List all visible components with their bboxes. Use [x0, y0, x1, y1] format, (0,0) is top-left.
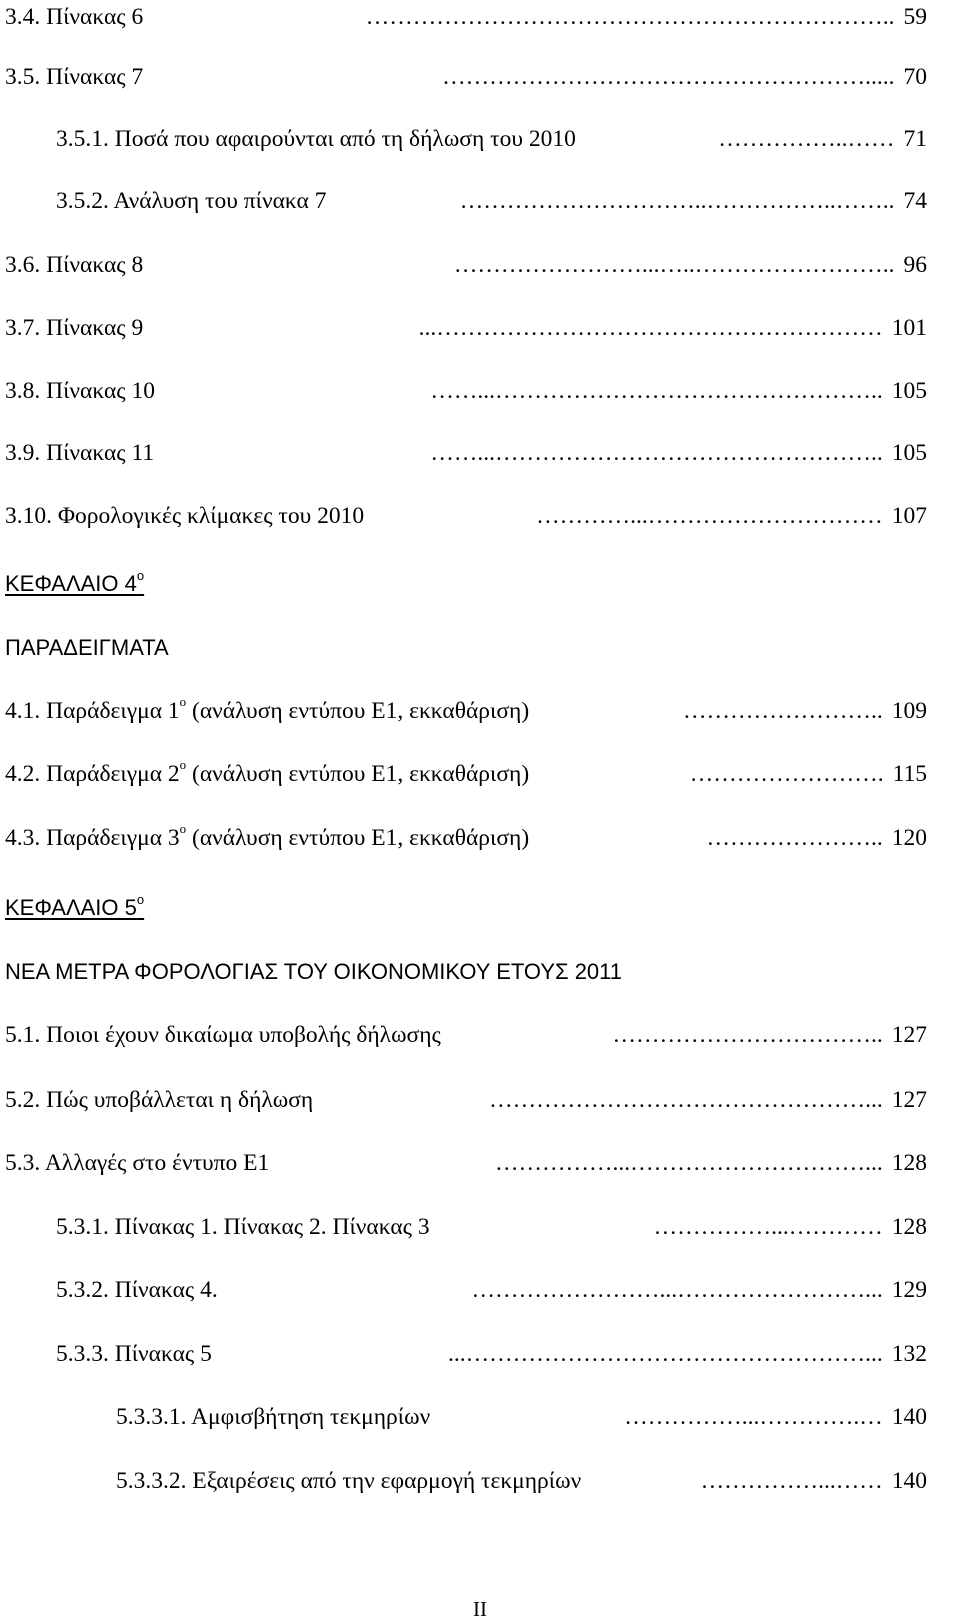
toc-entry-5-3 — [5, 1148, 927, 1178]
toc-entry-3-5 — [5, 62, 927, 92]
toc-page-number: 128 — [891, 1150, 927, 1176]
toc-leader-dots: ……………...………… — [653, 1214, 883, 1240]
toc-entry-label: 3.5.2. Ανάλυση του πίνακα 7 — [56, 188, 327, 214]
toc-entry-label: 4.1. Παράδειγμα $1^o$ (ανάλυση εντύπου Ε1, εκκαθάριση) — [5, 696, 530, 724]
toc-leader-dots: ……………..…… — [718, 126, 895, 152]
chapter-title-text: ΚΕΦΑΛΑΙΟ 4 — [5, 571, 137, 596]
toc-leader-dots: ……………...………….… — [624, 1404, 883, 1430]
page-footer-number: II — [473, 1597, 487, 1621]
toc-leader-dots: ……...………………………………………….. — [430, 378, 883, 404]
toc-entry-label: 4.3. Παράδειγμα $3^o$ (ανάλυση εντύπου Ε1, εκκαθάριση) — [5, 823, 530, 851]
toc-leader-dots: ………………….. — [706, 825, 883, 851]
chapter-title-text: ΚΕΦΑΛΑΙΟ 5 — [5, 895, 137, 920]
toc-entry-label: 4.2. Παράδειγμα $2^o$ (ανάλυση εντύπου Ε1, εκκαθάριση) — [5, 759, 530, 787]
toc-entry-3-7 — [5, 313, 927, 343]
toc-entry-5-2 — [5, 1085, 927, 1115]
toc-leader-dots: …………………………………………... — [489, 1087, 883, 1113]
toc-entry-3-5-2 — [56, 186, 927, 216]
toc-page-number: 127 — [891, 1022, 927, 1048]
toc-entry-3-9 — [5, 438, 927, 468]
toc-entry-label: 3.10. Φορολογικές κλίμακες του 2010 — [5, 503, 365, 529]
toc-page-number: 140 — [891, 1404, 927, 1430]
toc-leader-dots: ……...………………………………………….. — [430, 440, 883, 466]
toc-page-number: 128 — [891, 1214, 927, 1240]
toc-entry-label: 5.2. Πώς υποβάλλεται η δήλωση — [5, 1087, 314, 1113]
toc-page-number: 105 — [891, 378, 927, 404]
toc-entry-label: 3.8. Πίνακας 10 — [5, 378, 155, 404]
toc-leader-dots: ……………...…………………………... — [495, 1150, 883, 1176]
toc-leader-dots: ……………………...……………………... — [471, 1277, 883, 1303]
toc-entry-3-4 — [5, 2, 927, 32]
toc-leader-dots: ...……………………………………………... — [448, 1341, 883, 1367]
toc-entry-label: 3.5.1. Ποσά που αφαιρούνται από τη δήλωση του 2010 — [56, 126, 576, 152]
toc-entry-5-3-2 — [56, 1275, 927, 1305]
toc-page-number: 105 — [891, 440, 927, 466]
toc-entry-label: 5.3. Αλλαγές στο έντυπο Ε1 — [5, 1150, 270, 1176]
chapter-4-subtitle: ΠΑΡΑΔΕΙΓΜΑΤΑ — [5, 635, 169, 660]
toc-page-number: 74 — [903, 188, 927, 214]
toc-page-number: 120 — [891, 825, 927, 851]
toc-entry-4-1 — [5, 696, 927, 726]
toc-leader-dots: ...………………………………………………… — [418, 315, 883, 341]
toc-entry-label: 5.1. Ποιοι έχουν δικαίωμα υποβολής δήλωσης — [5, 1022, 441, 1048]
toc-entry-label: 3.7. Πίνακας 9 — [5, 315, 144, 341]
toc-leader-dots: …………………….. — [683, 698, 883, 724]
toc-entry-label: 5.3.1. Πίνακας 1. Πίνακας 2. Πίνακας 3 — [56, 1214, 430, 1240]
toc-entry-5-3-3-1 — [116, 1402, 927, 1432]
toc-entry-3-6 — [5, 250, 927, 280]
toc-page-number: 101 — [891, 315, 927, 341]
toc-entry-label: 5.3.3. Πίνακας 5 — [56, 1341, 212, 1367]
toc-leader-dots: …………...………………………… — [536, 503, 883, 529]
toc-entry-3-8 — [5, 376, 927, 406]
toc-entry-label: 3.6. Πίνακας 8 — [5, 252, 144, 278]
toc-entry-label: 3.4. Πίνακας 6 — [5, 4, 144, 30]
toc-entry-4-3 — [5, 823, 927, 853]
toc-page-number: 140 — [891, 1468, 927, 1494]
toc-leader-dots: …………………………..……………..…….. — [459, 188, 895, 214]
toc-page-number: 70 — [903, 64, 927, 90]
toc-entry-label: 3.5. Πίνακας 7 — [5, 64, 144, 90]
toc-entry-label: 3.9. Πίνακας 11 — [5, 440, 155, 466]
toc-page-number: 59 — [903, 4, 927, 30]
toc-page-number: 115 — [892, 761, 927, 787]
toc-entry-5-3-3 — [56, 1339, 927, 1369]
toc-page-number: 127 — [891, 1087, 927, 1113]
toc-page-number: 96 — [903, 252, 927, 278]
toc-leader-dots: ……………………...…..…………………….. — [453, 252, 895, 278]
toc-entry-label: 5.3.3.2. Εξαιρέσεις από την εφαρμογή τεκμηρίων — [116, 1468, 582, 1494]
toc-page-number: 71 — [903, 126, 927, 152]
toc-entry-label: 5.3.3.1. Αμφισβήτηση τεκμηρίων — [116, 1404, 431, 1430]
chapter-5-title — [5, 893, 144, 923]
toc-entry-5-1 — [5, 1020, 927, 1050]
toc-leader-dots: ………………………………………………..... — [442, 64, 895, 90]
chapter-4-title — [5, 569, 144, 599]
toc-page-number: 129 — [891, 1277, 927, 1303]
toc-leader-dots: ……………...…… — [700, 1468, 883, 1494]
toc-entry-label: 5.3.2. Πίνακας 4. — [56, 1277, 218, 1303]
toc-entry-5-3-3-2 — [116, 1466, 927, 1496]
toc-entry-3-5-1 — [56, 124, 927, 154]
chapter-5-subtitle: ΝΕΑ ΜΕΤΡΑ ΦΟΡΟΛΟΓΙΑΣ ΤΟΥ ΟΙΚΟΝΟΜΙΚΟΥ ΕΤΟΥΣ 2011 — [5, 959, 623, 984]
toc-leader-dots: ………………………………………………………….. — [365, 4, 895, 30]
toc-leader-dots: …………………………….. — [612, 1022, 883, 1048]
ordinal-superscript: ο — [136, 567, 145, 583]
toc-page-number: 132 — [891, 1341, 927, 1367]
toc-entry-3-10 — [5, 501, 927, 531]
toc-leader-dots: ……………………. — [689, 761, 884, 787]
toc-page-number: 109 — [891, 698, 927, 724]
toc-entry-4-2 — [5, 759, 927, 789]
toc-page-number: 107 — [891, 503, 927, 529]
ordinal-superscript: ο — [136, 891, 145, 907]
toc-entry-5-3-1 — [56, 1212, 927, 1242]
